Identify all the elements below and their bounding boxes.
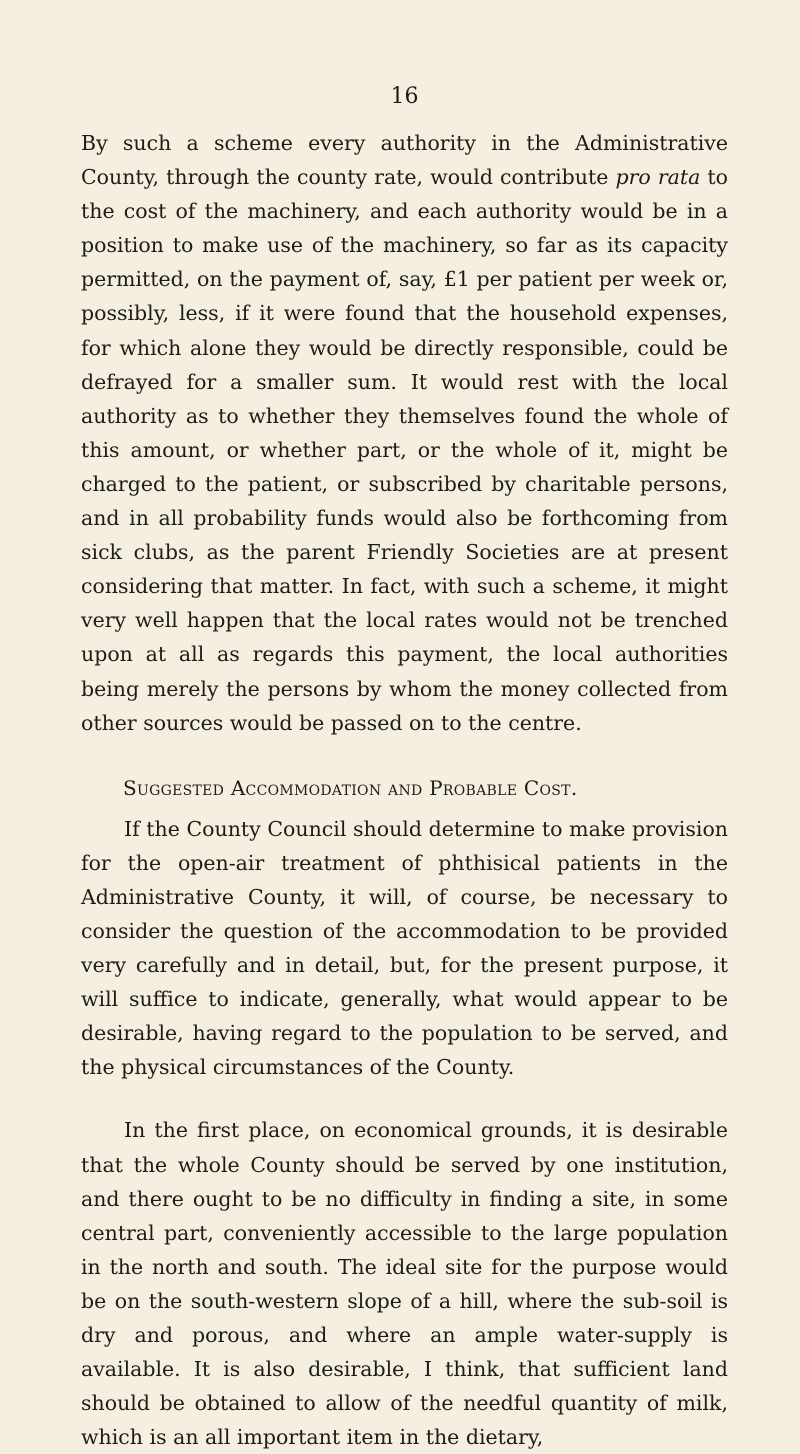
paragraph-text: By such a scheme every authority in the Administrative County, through the county rate, would contribute [81,131,728,190]
paragraph-gap [81,1084,728,1113]
paragraph-text: to the cost of the machinery, and each authority would be in a position to make use of the machinery, so far as its capacity permitted, on the payment of, say, £1 per patient per week or, possibly, less, if it were found that the household expenses, for which alone they would be directly responsible, could be defrayed for a smaller sum. It would rest with the local authority as to whether they themselves found the whole of this amount, or whether part, or the whole of it, might be charged to the patient, or subscribed by charitable persons, and in all probability funds would also be forthcoming from sick clubs, as the parent Friendly Societies are at present considering that matter. In fact, with such a scheme, it might very well happen that the local rates would not be trenched upon at all as regards this payment, the local authorities being merely the persons by whom the money collected from other sources would be passed on to the centre. [81,165,729,735]
paragraph-scheme-funding [81,126,728,740]
page-number: 16 [390,84,419,109]
paragraph-site: In the first place, on economical grounds, it is desirable that the whole County should be served by one institution, and there ought to be no difficulty in finding a site, in some central part, conveniently accessible to the large population in the north and south. The ideal site for the purpose would be on the south-western slope of a hill, where the sub-soil is dry and porous, and where an ample water-supply is available. It is also desirable, I think, that sufficient land should be obtained to allow of the needful quantity of milk, which is an all important item in the dietary, [81,1118,728,1450]
paragraph-provision: If the County Council should determine to make provision for the open-air treatment of phthisical patients in the Administrative County, it will, of course, be necessary to consider the question of the accommodation to be provided very carefully and in detail, but, for the present purpose, it will suffice to indicate, generally, what would appear to be desirable, having regard to the population to be served, and the physical circumstances of the County. [81,816,728,1080]
italic-phrase: pro rata [615,165,701,190]
section-heading: Suggested Accommodation and Probable Cost. [123,775,578,800]
